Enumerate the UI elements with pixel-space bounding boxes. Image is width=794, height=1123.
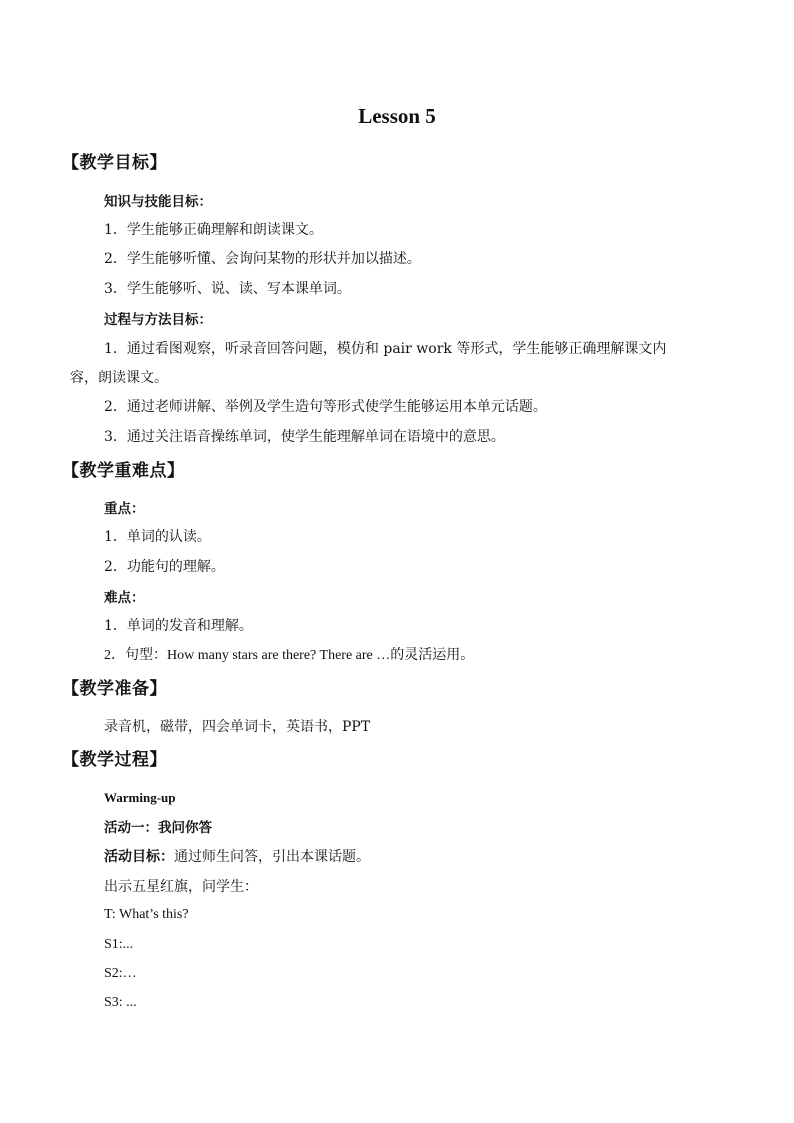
section-heading-process: 【教学过程】 xyxy=(62,750,167,770)
activity-one-title: 活动一：我问你答 xyxy=(104,820,212,836)
preparation-materials: 录音机，磁带，四会单词卡，英语书，PPT xyxy=(104,719,371,735)
subheading-difficulties: 难点： xyxy=(104,590,145,606)
process-item-2: 2．通过老师讲解、举例及学生造句等形式使学生能够运用本单元话题。 xyxy=(104,399,547,415)
difficulty-item-1: 1．单词的发音和理解。 xyxy=(104,618,253,634)
objective-item-3: 3．学生能够听、说、读、写本课单词。 xyxy=(104,281,351,297)
process-item-3: 3．通过关注语音操练单词，使学生能理解单词在语境中的意思。 xyxy=(104,429,505,445)
dialog-line-teacher: T: What’s this? xyxy=(104,907,189,922)
page-title: Lesson 5 xyxy=(358,104,436,128)
objective-item-2: 2．学生能够听懂、会询问某物的形状并加以描述。 xyxy=(104,251,421,267)
dialog-line-s1: S1:... xyxy=(104,937,134,952)
process-item-1-line1: 1．通过看图观察，听录音回答问题，模仿和 pair work 等形式，学生能够正确理解课文内 xyxy=(104,341,667,357)
subheading-key-points: 重点： xyxy=(104,501,145,517)
objective-item-1: 1．学生能够正确理解和朗读课文。 xyxy=(104,222,323,238)
dialog-line-s3: S3: ... xyxy=(104,995,137,1010)
process-item-1-line2: 容，朗读课文。 xyxy=(70,370,168,386)
subheading-knowledge-skills: 知识与技能目标： xyxy=(104,194,212,210)
difficulty-item-2: 2．句型：How many stars are there? There are …的灵活运用。 xyxy=(104,648,475,663)
section-heading-key-points: 【教学重难点】 xyxy=(62,461,185,481)
section-heading-preparation: 【教学准备】 xyxy=(62,679,167,699)
subheading-process-methods: 过程与方法目标： xyxy=(104,312,212,328)
section-heading-objectives: 【教学目标】 xyxy=(62,153,167,173)
key-point-item-1: 1．单词的认读。 xyxy=(104,529,211,545)
key-point-item-2: 2．功能句的理解。 xyxy=(104,559,225,575)
activity-goal xyxy=(104,846,370,866)
warming-up-label: Warming-up xyxy=(104,790,176,805)
activity-intro: 出示五星红旗，问学生： xyxy=(104,879,258,895)
dialog-line-s2: S2:… xyxy=(104,966,137,981)
activity-goal-text: 通过师生问答，引出本课话题。 xyxy=(174,849,370,865)
activity-goal-label: 活动目标： xyxy=(104,849,174,865)
